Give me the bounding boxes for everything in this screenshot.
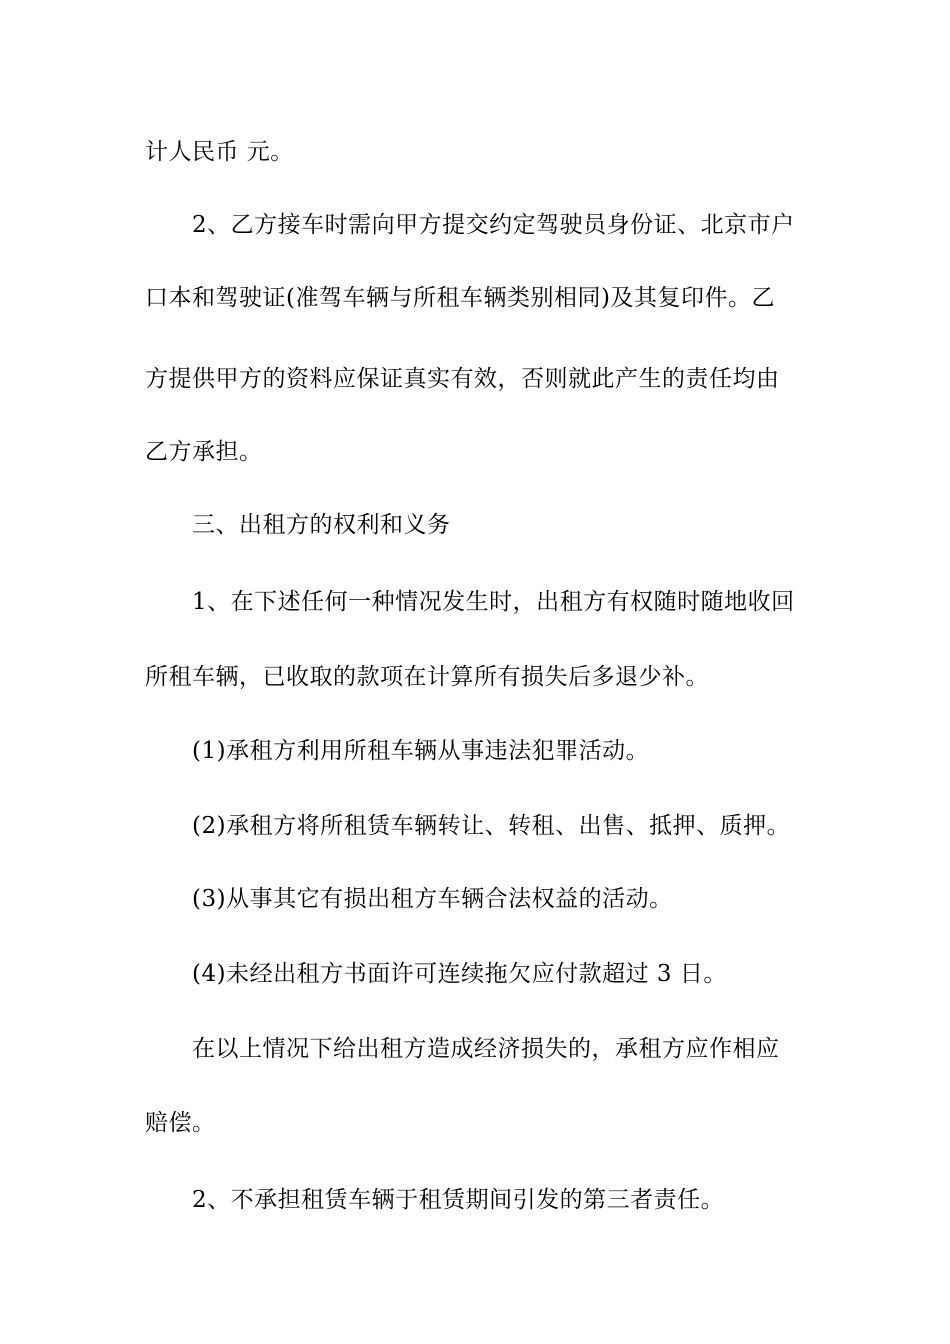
list-item: (4)未经出租方书面许可连续拖欠应付款超过 3 日。 [192, 961, 727, 987]
text-line: 所租车辆，已收取的款项在计算所有损失后多退少补。 [145, 664, 709, 690]
text-line: 计人民币 元。 [145, 139, 294, 165]
section-heading: 三、出租方的权利和义务 [192, 512, 451, 538]
text-line: 方提供甲方的资料应保证真实有效，否则就此产生的责任均由 [145, 366, 780, 392]
text-line: 赔偿。 [145, 1110, 216, 1136]
text-line: 口本和驾驶证(准驾车辆与所租车辆类别相同)及其复印件。乙 [145, 285, 775, 311]
paragraph-line: 1、在下述任何一种情况发生时，出租方有权随时随地收回 [192, 589, 795, 615]
list-item: (3)从事其它有损出租方车辆合法权益的活动。 [192, 886, 673, 912]
list-item: (1)承租方利用所租车辆从事违法犯罪活动。 [192, 738, 650, 764]
paragraph-line: 在以上情况下给出租方造成经济损失的，承租方应作相应 [192, 1036, 780, 1062]
text-line: 乙方承担。 [145, 439, 263, 465]
list-item: (2)承租方将所租赁车辆转让、转租、出售、抵押、质押。 [192, 813, 791, 839]
paragraph-line: 2、乙方接车时需向甲方提交约定驾驶员身份证、北京市户 [192, 212, 795, 238]
paragraph-line: 2、不承担租赁车辆于租赁期间引发的第三者责任。 [192, 1187, 725, 1213]
